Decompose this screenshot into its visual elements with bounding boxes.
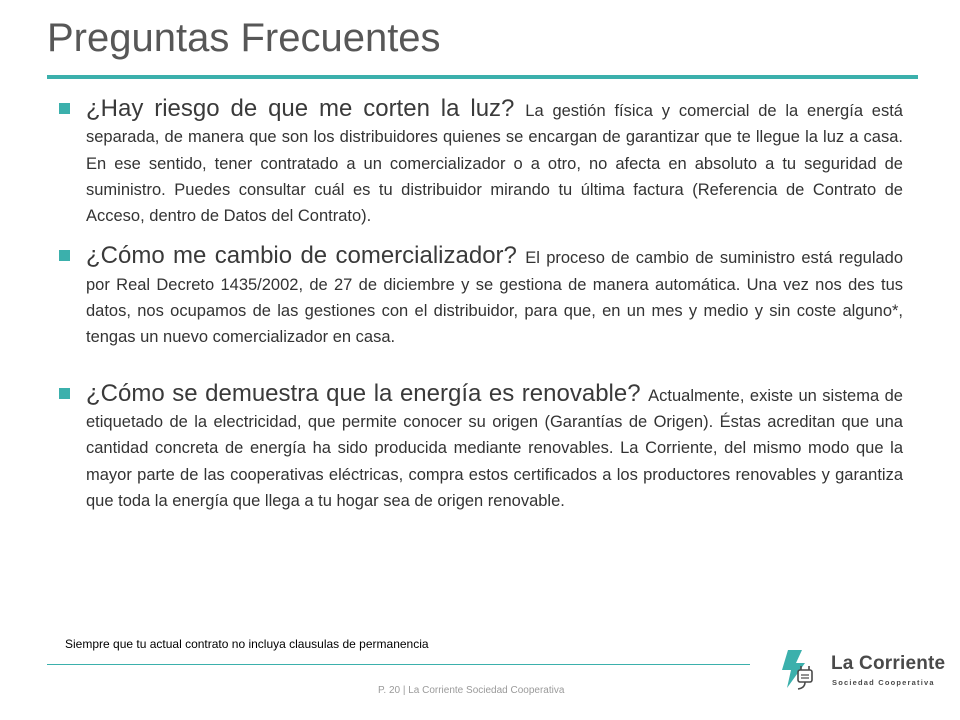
square-bullet-icon [59, 388, 70, 399]
page-title: Preguntas Frecuentes [47, 16, 441, 60]
faq-list [59, 96, 903, 514]
faq-answer: El proceso de cambio de suministro está regulado por Real Decreto 1435/2002, de 27 de diciembre y se gestiona de manera automática. Una vez nos des tus datos, nos ocupamos de las gestiones con el distribuidor, para que, en un mes y medio y sin coste alguno*, tengas un nuevo comercializador en casa. [86, 249, 904, 347]
title-divider [47, 75, 918, 79]
faq-question: ¿Cómo se demuestra que la energía es renovable? [86, 379, 649, 407]
logo-name: La Corriente [831, 653, 946, 674]
faq-item [59, 96, 903, 229]
footer-page-label: P. 20 | La Corriente Sociedad Cooperativa [378, 685, 565, 696]
logo-tagline: Sociedad Cooperativa [832, 678, 935, 687]
faq-item [59, 243, 903, 350]
faq-item [59, 381, 903, 514]
footnote: Siempre que tu actual contrato no incluya clausulas de permanencia [65, 637, 429, 651]
square-bullet-icon [59, 103, 70, 114]
square-bullet-icon [59, 250, 70, 261]
footer-divider [47, 664, 750, 665]
faq-answer: La gestión física y comercial de la energía está separada, de manera que son los distribuidores quienes se encargan de garantizar que te llegue la luz a casa. En ese sentido, tener contratado a un comercializador o a otro, no afecta en absoluto a tu seguridad de suministro. Puedes consultar cuál es tu distribuidor mirando tu última factura (Referencia de Contrato de Acceso, dentro de Datos del Contrato). [86, 102, 903, 226]
lightning-plug-icon [774, 648, 820, 694]
faq-question: ¿Hay riesgo de que me corten la luz? [86, 95, 526, 122]
faq-answer: Actualmente, existe un sistema de etiquetado de la electricidad, que permite conocer su origen (Garantías de Origen). Éstas acreditan que una cantidad concreta de energía ha sido producida mediante renovables. La Corriente, del mismo modo que la mayor parte de las cooperativas eléctricas, compra estos certificados a los productores renovables y garantiza que toda la energía que llega a tu hogar sea de origen renovable. [86, 386, 903, 510]
company-logo [774, 648, 944, 694]
faq-question: ¿Cómo me cambio de comercializador? [86, 242, 526, 270]
